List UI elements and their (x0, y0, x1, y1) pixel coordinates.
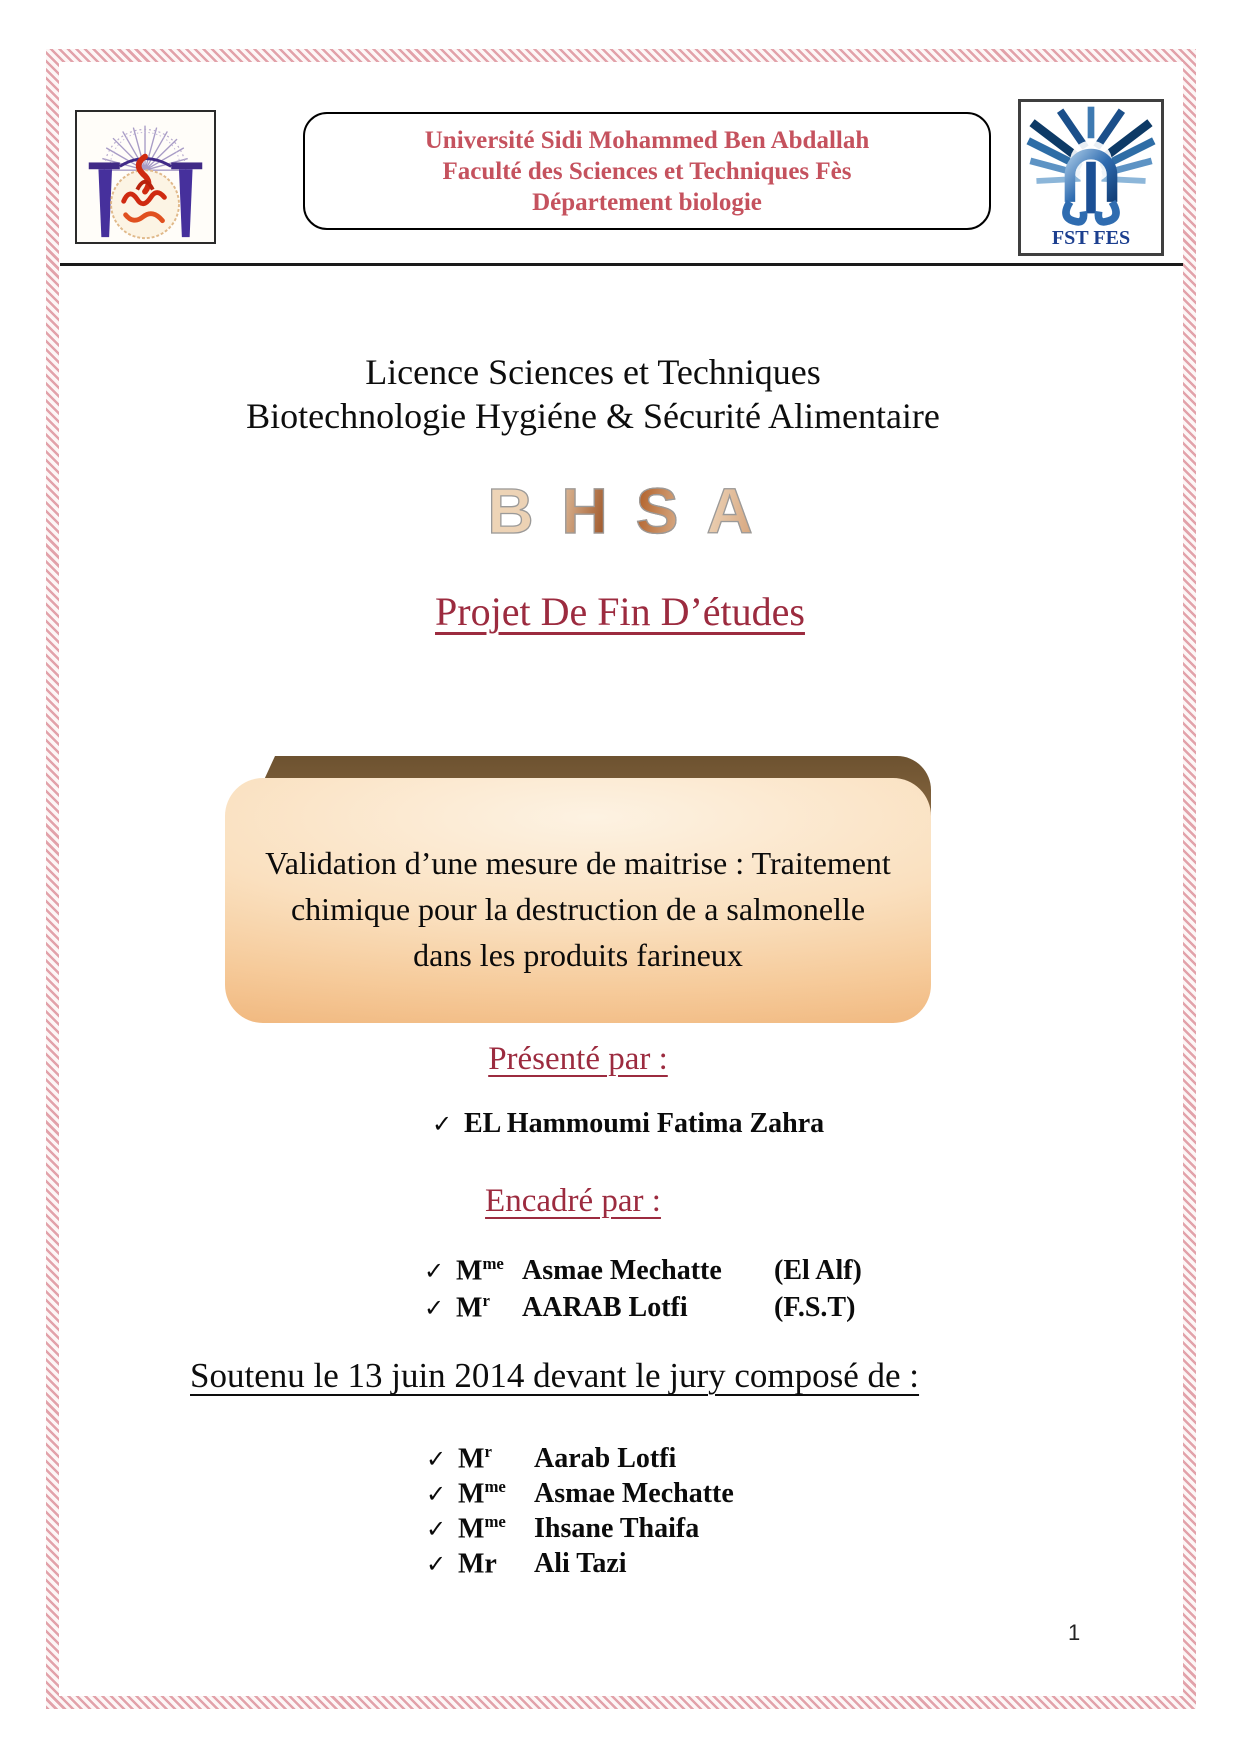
check-icon: ✓ (424, 1294, 445, 1323)
faculty-name: Faculté des Sciences et Techniques Fès (442, 157, 852, 185)
thesis-title-line-3: dans les produits farineux (413, 937, 743, 973)
check-icon: ✓ (426, 1515, 447, 1544)
jury-member-name: Ihsane Thaifa (534, 1513, 700, 1545)
check-icon: ✓ (426, 1550, 447, 1579)
program-acronym: BHSA (459, 474, 780, 548)
presented-by-heading: Présenté par : (488, 1041, 668, 1077)
jury-member-name: Asmae Mechatte (534, 1478, 734, 1510)
check-icon: ✓ (426, 1480, 447, 1509)
document-type-heading: Projet De Fin D’études (435, 589, 805, 634)
jury-row (426, 1512, 734, 1547)
supervisor-row (424, 1254, 862, 1291)
university-emblem-logo (75, 110, 216, 244)
jury-row (426, 1477, 734, 1512)
supervisor-name: AARAB Lotfi (522, 1292, 688, 1324)
honorific: $M^{me}$ (458, 1512, 506, 1545)
author-row (432, 1108, 824, 1140)
supervisor-row (424, 1291, 862, 1328)
page-number: 1 (1068, 1620, 1081, 1645)
program-line-2: Biotechnologie Hygiéne & Sécurité Alimentaire (246, 396, 940, 436)
fst-fes-caption: FST FES (1051, 227, 1131, 250)
thesis-title-line-1: Validation d’une mesure de maitrise : Traitement (265, 845, 891, 881)
supervisor-list (424, 1254, 862, 1328)
author-name: EL Hammoumi Fatima Zahra (464, 1108, 825, 1139)
program-line-1: Licence Sciences et Techniques (365, 352, 821, 392)
defense-heading: Soutenu le 13 juin 2014 devant le jury composé de : (190, 1356, 920, 1395)
program-acronym-wrap (0, 474, 1240, 548)
jury-row (426, 1442, 734, 1477)
department-name: Département biologie (532, 188, 762, 216)
jury-list (426, 1442, 734, 1582)
honorific: Mr (458, 1548, 497, 1580)
jury-member-name: Aarab Lotfi (534, 1443, 677, 1475)
honorific: $M^{me}$ (456, 1254, 504, 1287)
university-emblem-icon (77, 112, 214, 242)
thesis-title-line-2: chimique pour la destruction de a salmonelle (290, 891, 866, 927)
supervisor-affiliation: (F.S.T) (774, 1292, 856, 1324)
honorific: $M^{me}$ (458, 1477, 506, 1510)
fst-fes-logo (1018, 99, 1164, 256)
program-title (60, 350, 1126, 438)
fst-fes-icon (1024, 105, 1158, 250)
check-icon: ✓ (432, 1110, 453, 1138)
university-name-box (303, 112, 991, 230)
honorific: $M^r$ (456, 1291, 490, 1324)
header-divider (60, 263, 1183, 266)
university-name: Université Sidi Mohammed Ben Abdallah (424, 126, 870, 154)
supervised-by-heading: Encadré par : (485, 1183, 661, 1219)
supervisor-affiliation: (El Alf) (774, 1255, 862, 1287)
check-icon: ✓ (426, 1445, 447, 1474)
jury-member-name: Ali Tazi (534, 1548, 627, 1580)
thesis-title (225, 840, 931, 978)
thesis-title-banner (225, 756, 931, 1023)
honorific: $M^r$ (458, 1442, 492, 1475)
check-icon: ✓ (424, 1257, 445, 1286)
supervisor-name: Asmae Mechatte (522, 1255, 722, 1287)
jury-row (426, 1547, 734, 1582)
